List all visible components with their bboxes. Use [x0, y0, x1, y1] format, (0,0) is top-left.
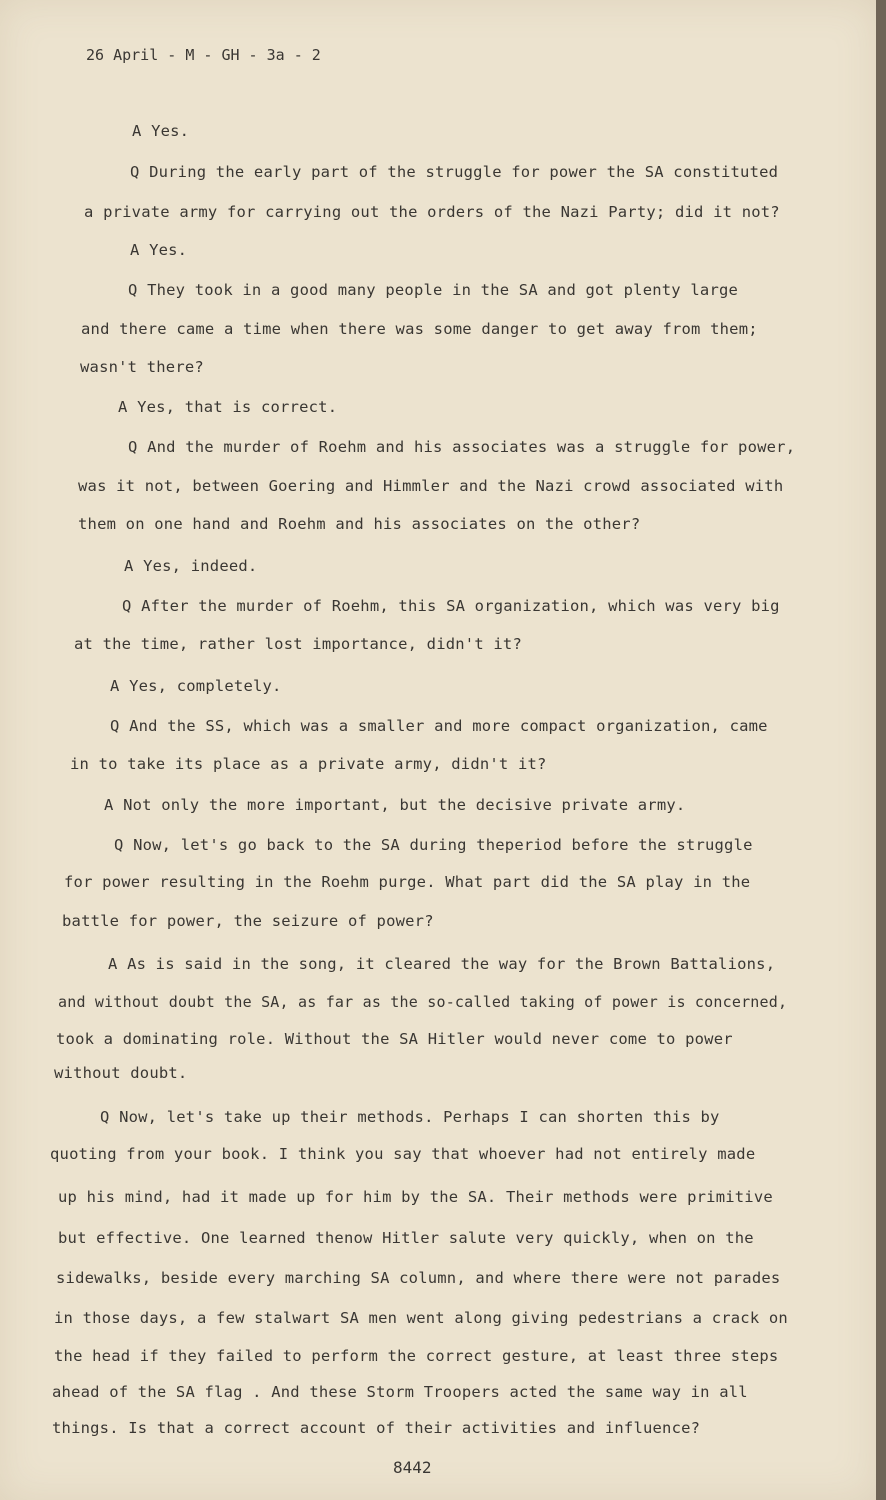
text-line: Q They took in a good many people in the SA and got plenty large [128, 281, 739, 299]
text-line: in those days, a few stalwart SA men went along giving pedestrians a crack on [54, 1309, 788, 1327]
text-line: but effective. One learned thenow Hitler salute very quickly, when on the [58, 1229, 754, 1247]
text-line: in to take its place as a private army, didn't it? [70, 755, 547, 773]
text-line: was it not, between Goering and Himmler and the Nazi crowd associated with [78, 477, 784, 495]
text-line: wasn't there? [80, 358, 204, 376]
text-line: the head if they failed to perform the correct gesture, at least three steps [54, 1347, 779, 1365]
text-line: A Yes, completely. [110, 677, 282, 695]
page-header: 26 April - M - GH - 3a - 2 [86, 46, 321, 64]
text-line: Q Now, let's take up their methods. Perhaps I can shorten this by [100, 1108, 720, 1126]
text-line: a private army for carrying out the orders of the Nazi Party; did it not? [84, 203, 780, 221]
text-line: A Yes, indeed. [124, 557, 258, 575]
text-line: things. Is that a correct account of their activities and influence? [52, 1419, 701, 1437]
text-line: took a dominating role. Without the SA Hitler would never come to power [56, 1030, 733, 1048]
text-line: A Yes. [130, 241, 188, 259]
text-line: up his mind, had it made up for him by the SA. Their methods were primitive [58, 1188, 773, 1206]
text-line: quoting from your book. I think you say that whoever had not entirely made [50, 1145, 756, 1163]
text-line: A Yes. [132, 122, 190, 140]
page-number: 8442 [393, 1458, 432, 1477]
text-line: sidewalks, beside every marching SA column, and where there were not parades [56, 1269, 781, 1287]
text-line: and there came a time when there was some danger to get away from them; [81, 320, 758, 338]
text-line: Q And the SS, which was a smaller and more compact organization, came [110, 717, 768, 735]
text-line: A Not only the more important, but the decisive private army. [104, 796, 686, 814]
text-line: Q Now, let's go back to the SA during theperiod before the struggle [114, 836, 753, 854]
text-line: at the time, rather lost importance, didn't it? [74, 635, 522, 653]
text-line: without doubt. [54, 1064, 188, 1082]
text-line: Q And the murder of Roehm and his associates was a struggle for power, [128, 438, 796, 456]
text-line: Q After the murder of Roehm, this SA organization, which was very big [122, 597, 780, 615]
text-line: battle for power, the seizure of power? [62, 912, 434, 930]
text-line: Q During the early part of the struggle for power the SA constituted [130, 163, 779, 181]
text-line: them on one hand and Roehm and his associates on the other? [78, 515, 641, 533]
text-line: and without doubt the SA, as far as the so-called taking of power is concerned, [58, 993, 788, 1011]
page-edge [876, 0, 886, 1500]
text-line: A As is said in the song, it cleared the way for the Brown Battalions, [108, 955, 776, 973]
text-line: for power resulting in the Roehm purge. What part did the SA play in the [64, 873, 751, 891]
text-line: ahead of the SA flag . And these Storm Troopers acted the same way in all [52, 1383, 748, 1401]
text-line: A Yes, that is correct. [118, 398, 338, 416]
